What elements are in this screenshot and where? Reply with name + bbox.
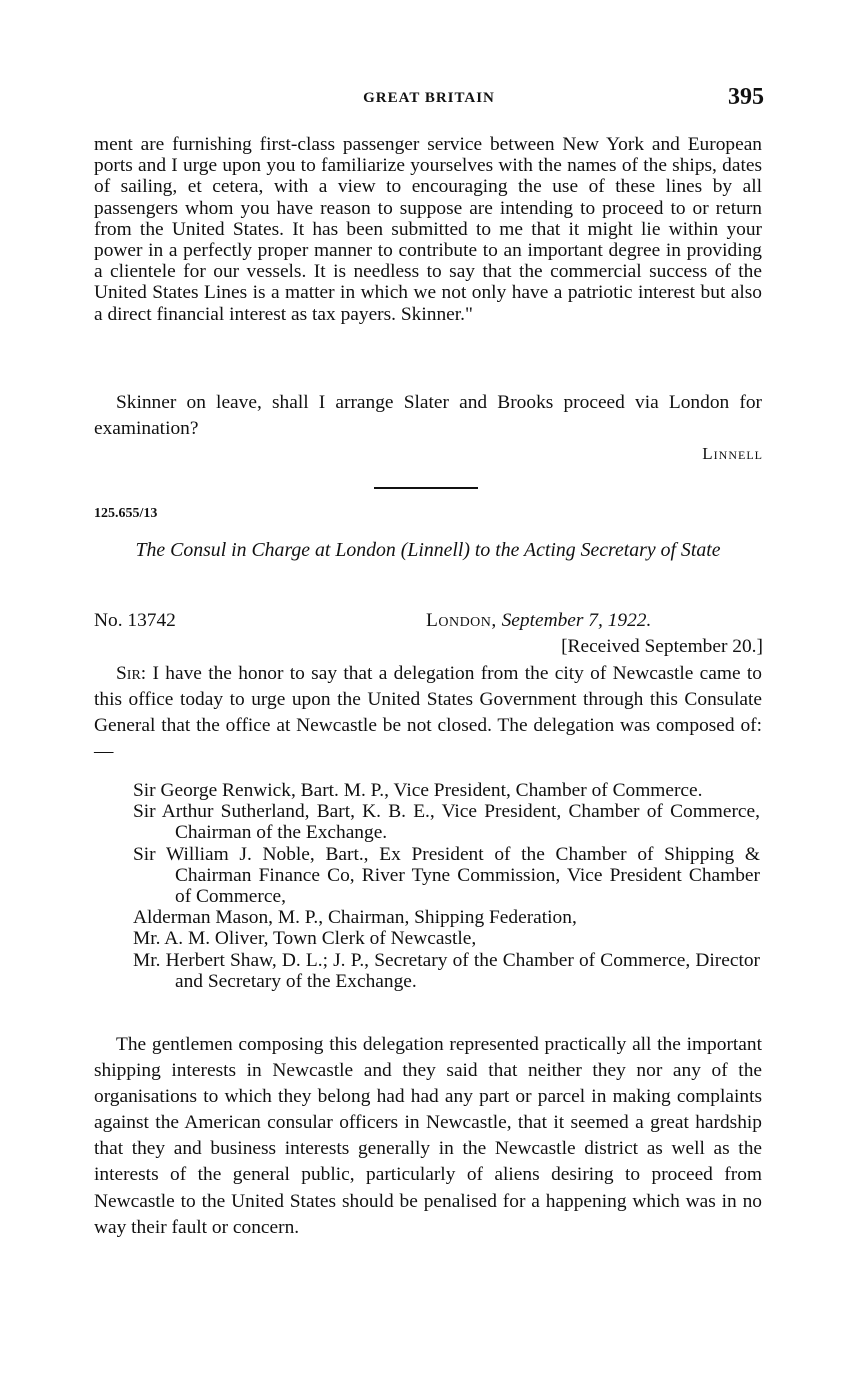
list-item: Sir William J. Noble, Bart., Ex President of the Chamber of Shipping & Chairman Finance Co, River Tyne Commission, Vice President Chamber of Commerce, bbox=[133, 843, 760, 908]
dispatch-number: No. 13742 bbox=[94, 610, 176, 631]
list-item: Alderman Mason, M. P., Chairman, Shipping Federation, bbox=[133, 907, 577, 929]
page-number: 395 bbox=[728, 84, 764, 110]
dispatch-date: September 7, 1922. bbox=[501, 610, 652, 631]
dispatch-line bbox=[94, 610, 762, 636]
body-paragraph bbox=[94, 1032, 762, 1241]
list-item: Sir George Renwick, Bart. M. P., Vice President, Chamber of Commerce. bbox=[133, 780, 703, 801]
salutation: Sir: bbox=[116, 663, 147, 684]
received-date: [Received September 20.] bbox=[561, 636, 763, 657]
list-item: Sir Arthur Sutherland, Bart, K. B. E., Vice President, Chamber of Commerce, Chairman of the Exchange. bbox=[133, 801, 760, 844]
list-item: Mr. Herbert Shaw, D. L.; J. P., Secretary of the Chamber of Commerce, Director and Secretary of the Exchange. bbox=[133, 949, 760, 992]
list-item: Mr. A. M. Oliver, Town Clerk of Newcastle, bbox=[133, 928, 477, 950]
file-number: 125.655/13 bbox=[94, 506, 158, 521]
body-paragraph-text: The gentlemen composing this delegation represented practically all the important shipping interests in Newcastle and they said that neither they nor any of the organisations to which they belong had had any part or parcel in making complaints against the American consular officers in Newcastle, that it seemed a great hardship that they and business interests generally in the Newcastle district as well as the interests of the general public, particularly of aliens desiring to proceed from Newcastle to the United States should be penalised for a happening which was in no way their fault or concern. bbox=[94, 1034, 762, 1238]
section-divider bbox=[374, 487, 478, 489]
signature: Linnell bbox=[702, 444, 763, 463]
opening-text: I have the honor to say that a delegation from the city of Newcastle came to this office today to urge upon the United States Government through this Consulate General that the office at Newcastle be not closed. The delegation was composed of:— bbox=[94, 663, 762, 762]
running-title: GREAT BRITAIN bbox=[363, 90, 495, 106]
opening-paragraph bbox=[94, 661, 762, 765]
closing-paragraph: Skinner on leave, shall I arrange Slater and Brooks proceed via London for examination? bbox=[94, 392, 762, 439]
document-title: The Consul in Charge at London (Linnell) to the Acting Secretary of State bbox=[135, 539, 721, 561]
dispatch-city: London, bbox=[426, 610, 497, 631]
delegation-list bbox=[133, 780, 760, 992]
dispatch-place-date bbox=[426, 610, 651, 632]
running-head bbox=[94, 84, 764, 118]
continued-paragraph-text: ment are furnishing first-class passenger service between New York and European ports and I urge upon you to familiarize yourselves with the names of the ships, dates of sailing, et cetera, with a view to encouraging the use of these lines by all passengers whom you have reason to suppose are intending to proceed to or return from the United States. It has been submitted to me that it might lie within your power in a perfectly proper manner to contribute to an important degree in providing a clientele for our vessels. It is needless to say that the commercial success of the United States Lines is a matter in which we not only have a patriotic interest but also a direct financial interest as tax payers. Skinner." bbox=[94, 134, 762, 325]
continued-paragraph bbox=[94, 134, 762, 325]
